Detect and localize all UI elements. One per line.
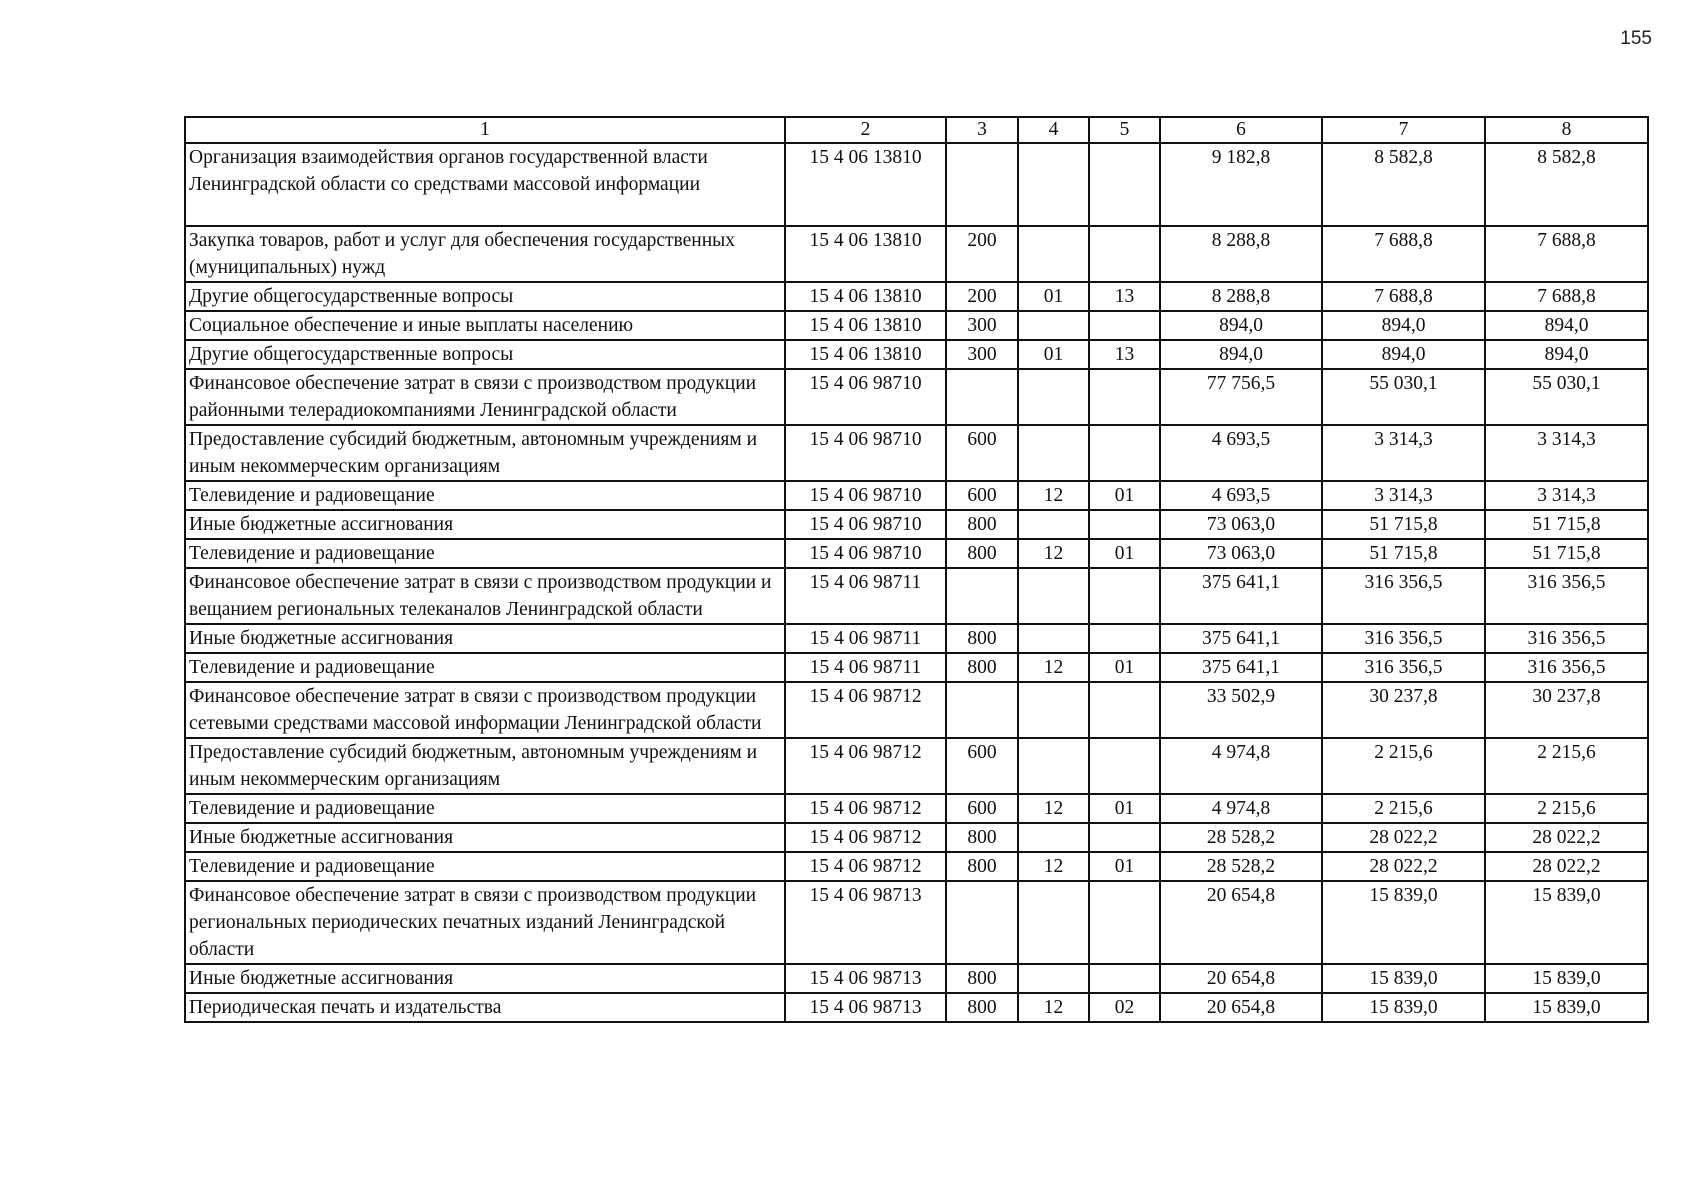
amount-col6-cell: 4 974,8	[1160, 738, 1322, 794]
section-cell: 12	[1018, 539, 1089, 568]
amount-col6-cell: 894,0	[1160, 311, 1322, 340]
amount-col8-cell: 28 022,2	[1485, 823, 1648, 852]
target-code-cell: 15 4 06 13810	[785, 226, 946, 282]
item-name-cell: Финансовое обеспечение затрат в связи с производством продукции сетевыми средствами массовой информации Ленинградской области	[185, 682, 785, 738]
section-cell	[1018, 568, 1089, 624]
subsection-cell	[1089, 425, 1160, 481]
amount-col6-cell: 20 654,8	[1160, 881, 1322, 964]
table-row	[185, 964, 1648, 993]
target-code-cell: 15 4 06 98711	[785, 624, 946, 653]
expense-type-cell: 800	[946, 993, 1018, 1022]
item-name-cell: Телевидение и радиовещание	[185, 653, 785, 682]
item-name-cell: Иные бюджетные ассигнования	[185, 823, 785, 852]
subsection-cell	[1089, 369, 1160, 425]
header-cell: 4	[1018, 117, 1089, 143]
expense-type-cell: 800	[946, 852, 1018, 881]
expense-type-cell	[946, 568, 1018, 624]
subsection-cell: 13	[1089, 340, 1160, 369]
table-row	[185, 738, 1648, 794]
table-row	[185, 823, 1648, 852]
amount-col6-cell: 4 974,8	[1160, 794, 1322, 823]
amount-col7-cell: 7 688,8	[1322, 226, 1485, 282]
item-name-cell: Предоставление субсидий бюджетным, автономным учреждениям и иным некоммерческим организациям	[185, 425, 785, 481]
item-name-cell: Финансовое обеспечение затрат в связи с производством продукции региональных периодических печатных изданий Ленинградской области	[185, 881, 785, 964]
section-cell: 12	[1018, 481, 1089, 510]
amount-col8-cell: 316 356,5	[1485, 568, 1648, 624]
table-row	[185, 624, 1648, 653]
table-row	[185, 425, 1648, 481]
subsection-cell	[1089, 624, 1160, 653]
item-name-cell: Телевидение и радиовещание	[185, 481, 785, 510]
amount-col7-cell: 28 022,2	[1322, 823, 1485, 852]
expense-type-cell	[946, 143, 1018, 226]
table-row	[185, 539, 1648, 568]
table-row	[185, 481, 1648, 510]
section-cell	[1018, 510, 1089, 539]
subsection-cell: 01	[1089, 539, 1160, 568]
target-code-cell: 15 4 06 13810	[785, 340, 946, 369]
amount-col6-cell: 4 693,5	[1160, 425, 1322, 481]
amount-col8-cell: 51 715,8	[1485, 510, 1648, 539]
subsection-cell: 01	[1089, 794, 1160, 823]
expense-type-cell: 300	[946, 340, 1018, 369]
amount-col7-cell: 894,0	[1322, 311, 1485, 340]
amount-col7-cell: 8 582,8	[1322, 143, 1485, 226]
amount-col8-cell: 15 839,0	[1485, 881, 1648, 964]
amount-col7-cell: 28 022,2	[1322, 852, 1485, 881]
table-row	[185, 369, 1648, 425]
amount-col8-cell: 3 314,3	[1485, 425, 1648, 481]
item-name-cell: Телевидение и радиовещание	[185, 539, 785, 568]
table-row	[185, 852, 1648, 881]
amount-col6-cell: 9 182,8	[1160, 143, 1322, 226]
target-code-cell: 15 4 06 98712	[785, 682, 946, 738]
amount-col7-cell: 15 839,0	[1322, 881, 1485, 964]
amount-col7-cell: 316 356,5	[1322, 653, 1485, 682]
table-row	[185, 653, 1648, 682]
amount-col8-cell: 51 715,8	[1485, 539, 1648, 568]
target-code-cell: 15 4 06 98713	[785, 993, 946, 1022]
subsection-cell	[1089, 568, 1160, 624]
subsection-cell	[1089, 964, 1160, 993]
target-code-cell: 15 4 06 13810	[785, 143, 946, 226]
expense-type-cell: 200	[946, 226, 1018, 282]
header-cell: 2	[785, 117, 946, 143]
target-code-cell: 15 4 06 98710	[785, 539, 946, 568]
item-name-cell: Организация взаимодействия органов государственной власти Ленинградской области со средствами массовой информации	[185, 143, 785, 226]
item-name-cell: Периодическая печать и издательства	[185, 993, 785, 1022]
expense-type-cell: 600	[946, 425, 1018, 481]
header-cell: 8	[1485, 117, 1648, 143]
section-cell: 12	[1018, 852, 1089, 881]
subsection-cell	[1089, 738, 1160, 794]
header-cell: 6	[1160, 117, 1322, 143]
section-cell	[1018, 881, 1089, 964]
amount-col8-cell: 15 839,0	[1485, 964, 1648, 993]
amount-col6-cell: 8 288,8	[1160, 226, 1322, 282]
subsection-cell: 01	[1089, 653, 1160, 682]
amount-col7-cell: 894,0	[1322, 340, 1485, 369]
subsection-cell: 01	[1089, 481, 1160, 510]
amount-col7-cell: 15 839,0	[1322, 993, 1485, 1022]
section-cell	[1018, 425, 1089, 481]
amount-col7-cell: 51 715,8	[1322, 510, 1485, 539]
target-code-cell: 15 4 06 98711	[785, 653, 946, 682]
expense-type-cell: 600	[946, 738, 1018, 794]
section-cell: 12	[1018, 993, 1089, 1022]
amount-col8-cell: 15 839,0	[1485, 993, 1648, 1022]
table-row	[185, 881, 1648, 964]
table-row	[185, 682, 1648, 738]
header-cell: 1	[185, 117, 785, 143]
target-code-cell: 15 4 06 98712	[785, 794, 946, 823]
amount-col7-cell: 7 688,8	[1322, 282, 1485, 311]
subsection-cell	[1089, 510, 1160, 539]
target-code-cell: 15 4 06 98712	[785, 852, 946, 881]
section-cell	[1018, 823, 1089, 852]
expense-type-cell	[946, 682, 1018, 738]
amount-col6-cell: 8 288,8	[1160, 282, 1322, 311]
item-name-cell: Иные бюджетные ассигнования	[185, 624, 785, 653]
amount-col8-cell: 7 688,8	[1485, 226, 1648, 282]
amount-col6-cell: 894,0	[1160, 340, 1322, 369]
amount-col7-cell: 3 314,3	[1322, 481, 1485, 510]
section-cell	[1018, 682, 1089, 738]
section-cell	[1018, 964, 1089, 993]
expense-type-cell: 600	[946, 481, 1018, 510]
amount-col8-cell: 2 215,6	[1485, 738, 1648, 794]
amount-col8-cell: 2 215,6	[1485, 794, 1648, 823]
amount-col6-cell: 77 756,5	[1160, 369, 1322, 425]
subsection-cell: 01	[1089, 852, 1160, 881]
subsection-cell: 02	[1089, 993, 1160, 1022]
amount-col7-cell: 2 215,6	[1322, 738, 1485, 794]
target-code-cell: 15 4 06 13810	[785, 282, 946, 311]
amount-col6-cell: 73 063,0	[1160, 510, 1322, 539]
section-cell	[1018, 738, 1089, 794]
table-row	[185, 568, 1648, 624]
target-code-cell: 15 4 06 98710	[785, 481, 946, 510]
target-code-cell: 15 4 06 98713	[785, 881, 946, 964]
item-name-cell: Другие общегосударственные вопросы	[185, 340, 785, 369]
expense-type-cell: 800	[946, 510, 1018, 539]
table-row	[185, 340, 1648, 369]
table-row	[185, 510, 1648, 539]
expense-type-cell: 800	[946, 823, 1018, 852]
expense-type-cell: 600	[946, 794, 1018, 823]
section-cell	[1018, 143, 1089, 226]
section-cell	[1018, 226, 1089, 282]
amount-col8-cell: 894,0	[1485, 311, 1648, 340]
item-name-cell: Иные бюджетные ассигнования	[185, 964, 785, 993]
section-cell: 12	[1018, 794, 1089, 823]
item-name-cell: Иные бюджетные ассигнования	[185, 510, 785, 539]
amount-col6-cell: 375 641,1	[1160, 568, 1322, 624]
table-row	[185, 311, 1648, 340]
amount-col8-cell: 894,0	[1485, 340, 1648, 369]
amount-col6-cell: 33 502,9	[1160, 682, 1322, 738]
subsection-cell	[1089, 311, 1160, 340]
header-cell: 7	[1322, 117, 1485, 143]
section-cell	[1018, 369, 1089, 425]
section-cell: 01	[1018, 340, 1089, 369]
expense-type-cell: 800	[946, 624, 1018, 653]
amount-col8-cell: 28 022,2	[1485, 852, 1648, 881]
expense-type-cell: 800	[946, 539, 1018, 568]
expense-type-cell	[946, 881, 1018, 964]
expense-type-cell: 300	[946, 311, 1018, 340]
subsection-cell	[1089, 226, 1160, 282]
amount-col6-cell: 375 641,1	[1160, 653, 1322, 682]
subsection-cell	[1089, 881, 1160, 964]
target-code-cell: 15 4 06 98712	[785, 823, 946, 852]
target-code-cell: 15 4 06 98713	[785, 964, 946, 993]
subsection-cell	[1089, 823, 1160, 852]
header-row	[185, 117, 1648, 143]
amount-col7-cell: 30 237,8	[1322, 682, 1485, 738]
amount-col8-cell: 7 688,8	[1485, 282, 1648, 311]
item-name-cell: Социальное обеспечение и иные выплаты населению	[185, 311, 785, 340]
amount-col7-cell: 2 215,6	[1322, 794, 1485, 823]
amount-col7-cell: 3 314,3	[1322, 425, 1485, 481]
amount-col8-cell: 3 314,3	[1485, 481, 1648, 510]
target-code-cell: 15 4 06 98710	[785, 510, 946, 539]
section-cell: 12	[1018, 653, 1089, 682]
amount-col6-cell: 20 654,8	[1160, 993, 1322, 1022]
amount-col6-cell: 375 641,1	[1160, 624, 1322, 653]
amount-col8-cell: 8 582,8	[1485, 143, 1648, 226]
target-code-cell: 15 4 06 98711	[785, 568, 946, 624]
page-number: 155	[1620, 28, 1652, 49]
amount-col7-cell: 316 356,5	[1322, 624, 1485, 653]
amount-col6-cell: 28 528,2	[1160, 852, 1322, 881]
expense-type-cell: 800	[946, 653, 1018, 682]
amount-col7-cell: 15 839,0	[1322, 964, 1485, 993]
amount-col8-cell: 316 356,5	[1485, 624, 1648, 653]
amount-col6-cell: 28 528,2	[1160, 823, 1322, 852]
item-name-cell: Предоставление субсидий бюджетным, автономным учреждениям и иным некоммерческим организациям	[185, 738, 785, 794]
amount-col6-cell: 20 654,8	[1160, 964, 1322, 993]
section-cell	[1018, 624, 1089, 653]
item-name-cell: Закупка товаров, работ и услуг для обеспечения государственных (муниципальных) нужд	[185, 226, 785, 282]
expense-type-cell: 800	[946, 964, 1018, 993]
expense-type-cell: 200	[946, 282, 1018, 311]
amount-col7-cell: 316 356,5	[1322, 568, 1485, 624]
amount-col8-cell: 30 237,8	[1485, 682, 1648, 738]
table-row	[185, 282, 1648, 311]
target-code-cell: 15 4 06 98710	[785, 425, 946, 481]
target-code-cell: 15 4 06 98712	[785, 738, 946, 794]
section-cell: 01	[1018, 282, 1089, 311]
expense-type-cell	[946, 369, 1018, 425]
item-name-cell: Другие общегосударственные вопросы	[185, 282, 785, 311]
item-name-cell: Телевидение и радиовещание	[185, 794, 785, 823]
table-row	[185, 226, 1648, 282]
budget-table	[184, 116, 1649, 1023]
header-cell: 5	[1089, 117, 1160, 143]
amount-col7-cell: 55 030,1	[1322, 369, 1485, 425]
section-cell	[1018, 311, 1089, 340]
amount-col6-cell: 4 693,5	[1160, 481, 1322, 510]
amount-col7-cell: 51 715,8	[1322, 539, 1485, 568]
item-name-cell: Телевидение и радиовещание	[185, 852, 785, 881]
amount-col8-cell: 316 356,5	[1485, 653, 1648, 682]
amount-col6-cell: 73 063,0	[1160, 539, 1322, 568]
table-row	[185, 143, 1648, 226]
table-row	[185, 794, 1648, 823]
item-name-cell: Финансовое обеспечение затрат в связи с производством продукции и вещанием региональных телеканалов Ленинградской области	[185, 568, 785, 624]
table-row	[185, 993, 1648, 1022]
target-code-cell: 15 4 06 13810	[785, 311, 946, 340]
table-body	[185, 143, 1648, 1022]
target-code-cell: 15 4 06 98710	[785, 369, 946, 425]
item-name-cell: Финансовое обеспечение затрат в связи с производством продукции районными телерадиокомпаниями Ленинградской области	[185, 369, 785, 425]
subsection-cell	[1089, 143, 1160, 226]
subsection-cell: 13	[1089, 282, 1160, 311]
subsection-cell	[1089, 682, 1160, 738]
amount-col8-cell: 55 030,1	[1485, 369, 1648, 425]
header-cell: 3	[946, 117, 1018, 143]
